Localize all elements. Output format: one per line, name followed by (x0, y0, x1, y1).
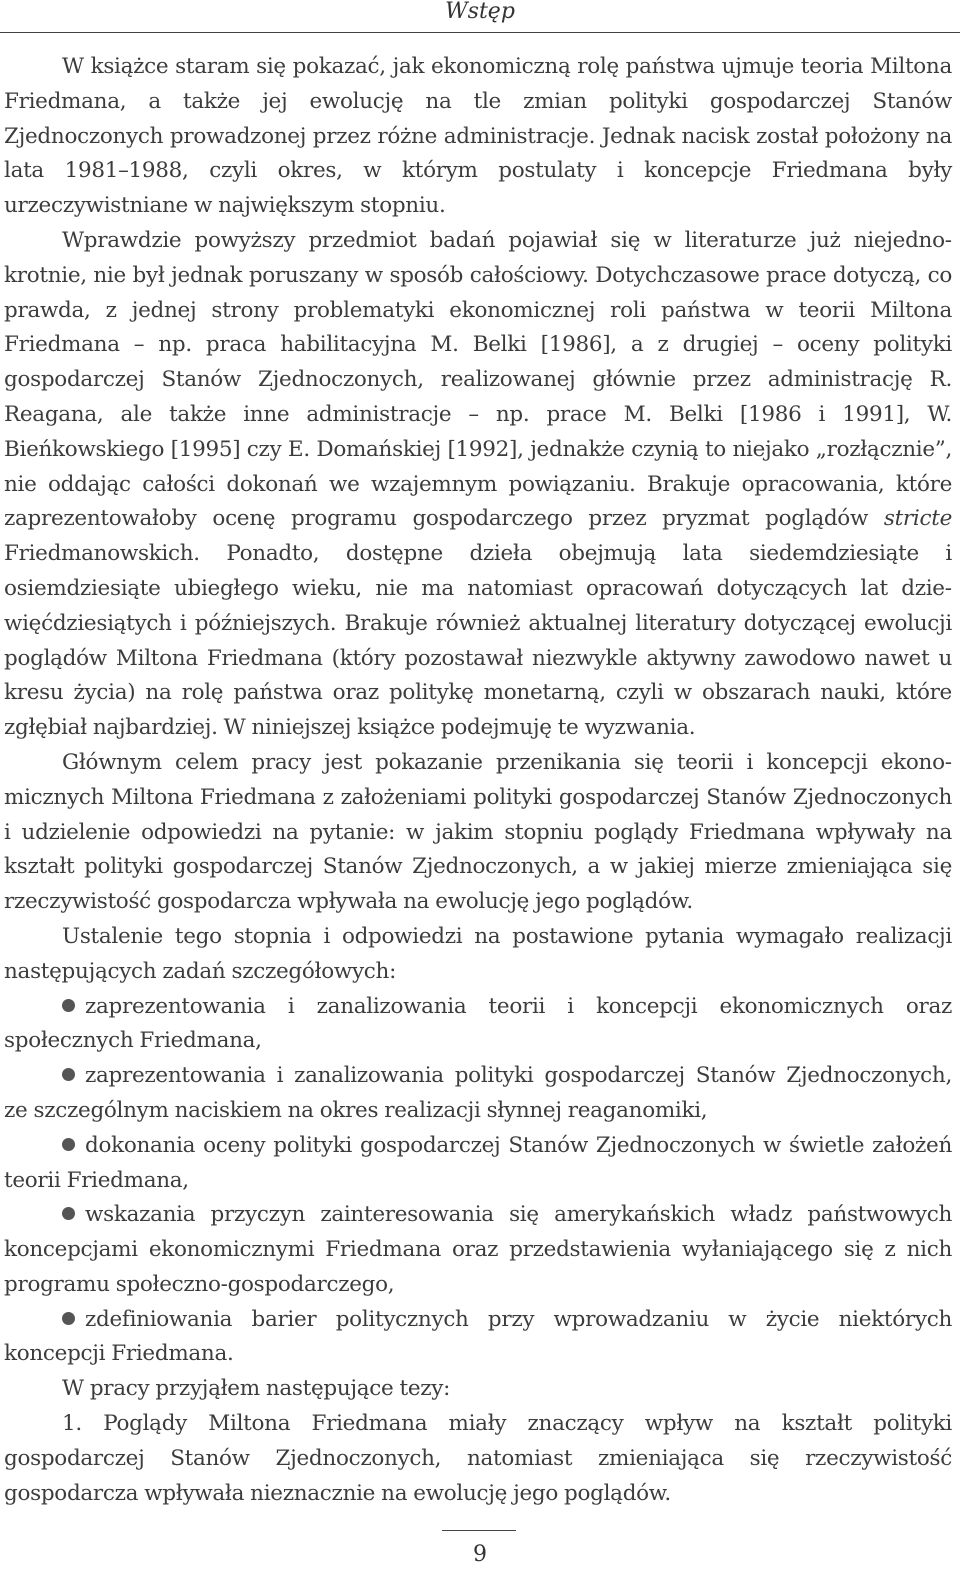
italic-term-stricte: stricte (883, 506, 952, 532)
bullet-icon (62, 1207, 75, 1220)
paragraph-literature-review-continuation: Friedmanowskich. Ponadto, dostępne dzieła obejmują lata siedemdziesiąte i osiemdziesiąte ubiegłego wieku, nie ma natomiast opracowań dotyczących lat dziewięćdziesiątych i późniejszych. Brakuje również aktualnej literatury dotyczącej ewolucji poglądów Miltona Friedmana (który pozostawał niezwykle aktywny zawodowo nawet u kresu życia) na rolę państwa oraz politykę monetarną, czyli w obszarach nauki, które zgłębiał najbardziej. W niniejszej książce podejmuję te wyzwania. (4, 541, 952, 741)
bullet-icon (62, 1138, 75, 1151)
bullet-icon (62, 1068, 75, 1081)
paragraph-literature-review (4, 224, 952, 746)
paragraph-intro: W książce staram się pokazać, jak ekonomiczną rolę państwa ujmuje teoria Miltona Friedmana, a także jej ewolucję na tle zmian polityki gospodarczej Stanów Zjednoczonych prowadzonej przez różne administracje. Jednak nacisk został położony na lata 1981–1988, czyli okres, w którym postulaty i koncepcje Friedmana były urzeczywistniane w największym stopniu. (4, 54, 952, 219)
task-text: wskazania przyczyn zainteresowania się amerykańskich władz państwowych koncepcjami ekonomicznymi Friedmana oraz przedstawienia wyłaniającego się z nich programu społeczno-gospodarczego, (4, 1202, 952, 1297)
paragraph-literature-review-text: Wprawdzie powyższy przedmiot badań pojawiał się w literaturze już niejednokrotnie, nie był jednak poruszany w sposób całościowy. Dotychczasowe prace dotyczą, co prawda, z jednej strony problematyki ekonomicznej roli państwa w teorii Miltona Friedmana – np. praca habilitacyjna M. Belki [1986], a z drugiej – oceny polityki gospodarczej Stanów Zjednoczonych, realizowanej głównie przez administrację R. Reagana, ale także inne administracje – np. prace M. Belki [1986 i 1991], W. Bieńkowskiego [1995] czy E. Domańskiej [1992], jednakże czynią to niejako „rozłącznie”, nie oddając całości dokonań we wzajemnym powiązaniu. Brakuje opracowania, które zaprezentowałoby ocenę programu gospodarczego przez pryzmat poglądów (4, 227, 952, 532)
task-text: zdefiniowania barier politycznych przy wprowadzaniu w życie niektórych koncepcji Friedmana. (4, 1306, 952, 1367)
running-header-title: Wstęp (445, 0, 515, 24)
task-list-item (4, 990, 952, 1060)
task-text: dokonania oceny polityki gospodarczej Stanów Zjednoczonych w świetle założeń teorii Friedmana, (4, 1132, 952, 1193)
task-list-item (4, 1198, 952, 1302)
task-text: zaprezentowania i zanalizowania teorii i koncepcji ekonomicznych oraz społecznych Friedmana, (4, 993, 952, 1054)
task-list-item (4, 1059, 952, 1129)
bullet-icon (62, 999, 75, 1012)
footer-rule (442, 1530, 516, 1531)
page-body (4, 50, 952, 1511)
bullet-icon (62, 1312, 75, 1325)
task-list-item (4, 1303, 952, 1373)
page-number: 9 (473, 1542, 487, 1567)
task-text: zaprezentowania i zanalizowania polityki gospodarczej Stanów Zjednoczonych, ze szczególnym naciskiem na okres realizacji słynnej reaganomiki, (4, 1063, 952, 1123)
task-list (4, 990, 952, 1373)
paragraph-tasks-intro: Ustalenie tego stopnia i odpowiedzi na postawione pytania wymagało realizacji następujących zadań szczegółowych: (4, 923, 952, 984)
running-header (0, 0, 960, 33)
paragraph-thesis-1: 1. Poglądy Miltona Friedmana miały znaczący wpływ na kształt polityki gospodarczej Stanów Zjednoczonych, natomiast zmieniająca się rzeczywistość gospodarcza wpływała nieznacznie na ewolucję jego poglądów. (4, 1411, 952, 1506)
task-list-item (4, 1129, 952, 1199)
paragraph-theses-intro: W pracy przyjąłem następujące tezy: (62, 1376, 451, 1402)
paragraph-main-goal: Głównym celem pracy jest pokazanie przenikania się teorii i koncepcji ekonomicznych Miltona Friedmana z założeniami polityki gospodarczej Stanów Zjednoczonych i udzielenie odpowiedzi na pytanie: w jakim stopniu poglądy Friedmana wpływały na kształt polityki gospodarczej Stanów Zjednoczonych, a w jakiej mierze zmieniająca się rzeczywistość gospodarcza wpływała na ewolucję jego poglądów. (4, 749, 952, 915)
